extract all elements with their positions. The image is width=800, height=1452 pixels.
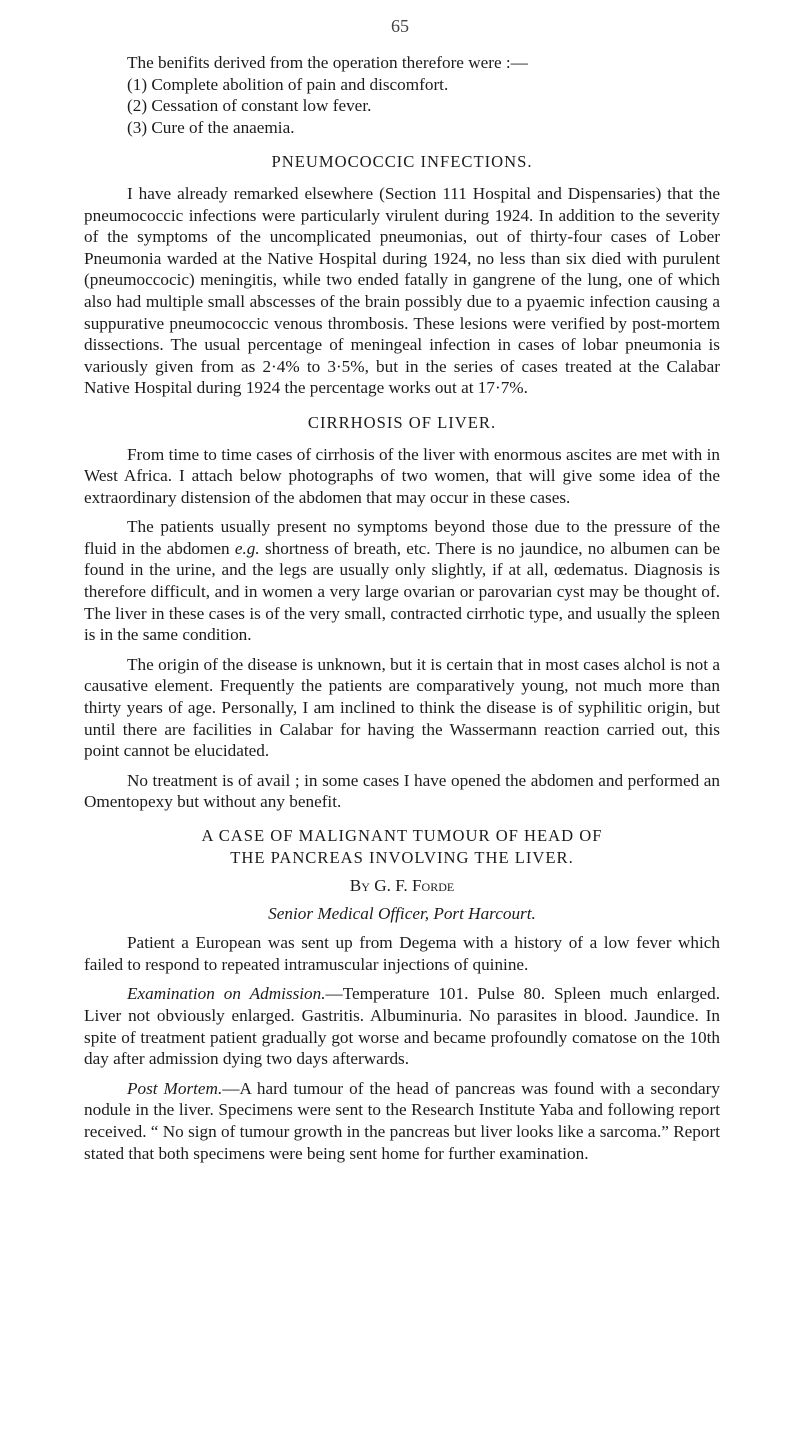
case-heading-line-1: A CASE OF MALIGNANT TUMOUR OF HEAD OF [201, 826, 603, 845]
cirrhosis-paragraph-2-end: shortness of breath, etc. There is no jaundice, no albumen can be found in the urine, and the legs are usually only slightly, if at all, œdematus. Diagnosis is therefore difficult, and in women a very large ovarian or parovarian cyst may be thought of. The liver in these cases is of the very small, contracted cirrhotic type, and usually the spleen is in the same condition. [84, 538, 720, 645]
section-heading-pneumococcic: PNEUMOCOCCIC INFECTIONS. [271, 152, 533, 172]
benefit-item-1: (1) Complete abolition of pain and discomfort. [127, 74, 449, 94]
case-paragraph-1: Patient a European was sent up from Degema with a history of a low fever which failed to respond to repeated intramuscular injections of quinine. [84, 933, 720, 974]
benefit-item-3: (3) Cure of the anaemia. [127, 117, 295, 137]
case-heading [84, 825, 720, 869]
examination-label: Examination on Admission. [127, 984, 326, 1004]
author-byline: By G. F. Forde [349, 876, 455, 895]
section-heading-cirrhosis: CIRRHOSIS OF LIVER. [307, 412, 497, 432]
pneumococcic-paragraph: I have already remarked elsewhere (Section 111 Hospital and Dispensaries) that the pneumococcic infections were particularly virulent during 1924. In addition to the severity of the symptoms of the uncomplicated pneumonias, out of thirty-four cases of Lober Pneumonia warded at the Native Hospital during 1924, no less than six died with purulent (pneumoccocic) meningitis, while two ended fatally in gangrene of the lung, one of which also had multiple small abscesses of the brain possibly due to a pyaemic infection causing a suppurative pneumococcic venous thrombosis. These lesions were verified by post-mortem dissections. The usual percentage of meningeal infection in cases of lobar pneumonia is variously given from as 2·4% to 3·5%, but in the series of cases treated at the Calabar Native Hospital during 1924 the percentage works out at 17·7%. [84, 183, 720, 398]
page-number: 65 [391, 16, 409, 36]
author-role: Senior Medical Officer, Port Harcourt. [268, 903, 536, 923]
benefit-item-2: (2) Cessation of constant low fever. [127, 96, 372, 116]
post-mortem-paragraph [84, 1078, 720, 1164]
post-mortem-label: Post Mortem. [127, 1078, 223, 1098]
cirrhosis-paragraph-2 [84, 516, 720, 646]
examination-text: —Temperature 101. Pulse 80. Spleen much enlarged. Liver not obviously enlarged. Gastritis. Albuminuria. No parasites in blood. Jaundice. In spite of treatment patient gradually got worse and became profoundly comatose on the 10th day after admission dying two days afterwards. [84, 984, 720, 1069]
post-mortem-text: —A hard tumour of the head of pancreas was found with a secondary nodule in the liver. Specimens were sent to the Research Institute Yaba and following report received. “ No sign of tumour growth in the pancreas but liver looks like a sarcoma.” Report stated that both specimens were being sent home for further examination. [84, 1078, 720, 1163]
benefits-list [84, 74, 720, 139]
case-heading-line-2: THE PANCREAS INVOLVING THE LIVER. [230, 848, 574, 867]
page-body [84, 52, 720, 1164]
examination-paragraph [84, 983, 720, 1069]
intro-sentence: The benifits derived from the operation therefore were :— [127, 53, 528, 72]
cirrhosis-paragraph-4: No treatment is of avail ; in some cases I have opened the abdomen and performed an Omentopexy but without any benefit. [84, 770, 720, 812]
cirrhosis-paragraph-3: The origin of the disease is unknown, but it is certain that in most cases alchol is not a causative element. Frequently the patients are comparatively young, not much more than thirty years of age. Personally, I am inclined to think the disease is of syphilitic origin, but until there are facilities in Calabar for having the Wassermann reaction carried out, this point cannot be elucidated. [84, 654, 720, 761]
cirrhosis-paragraph-1: From time to time cases of cirrhosis of the liver with enormous ascites are met with in West Africa. I attach below photographs of two women, that will give some idea of the extraordinary distension of the abdomen that may occur in these cases. [84, 444, 720, 507]
eg-abbreviation: e.g. [234, 538, 260, 558]
cirrhosis-paragraph-2-start: The patients usually present no symptoms beyond those due to the pressure of the fluid in the abdomen [84, 517, 720, 558]
